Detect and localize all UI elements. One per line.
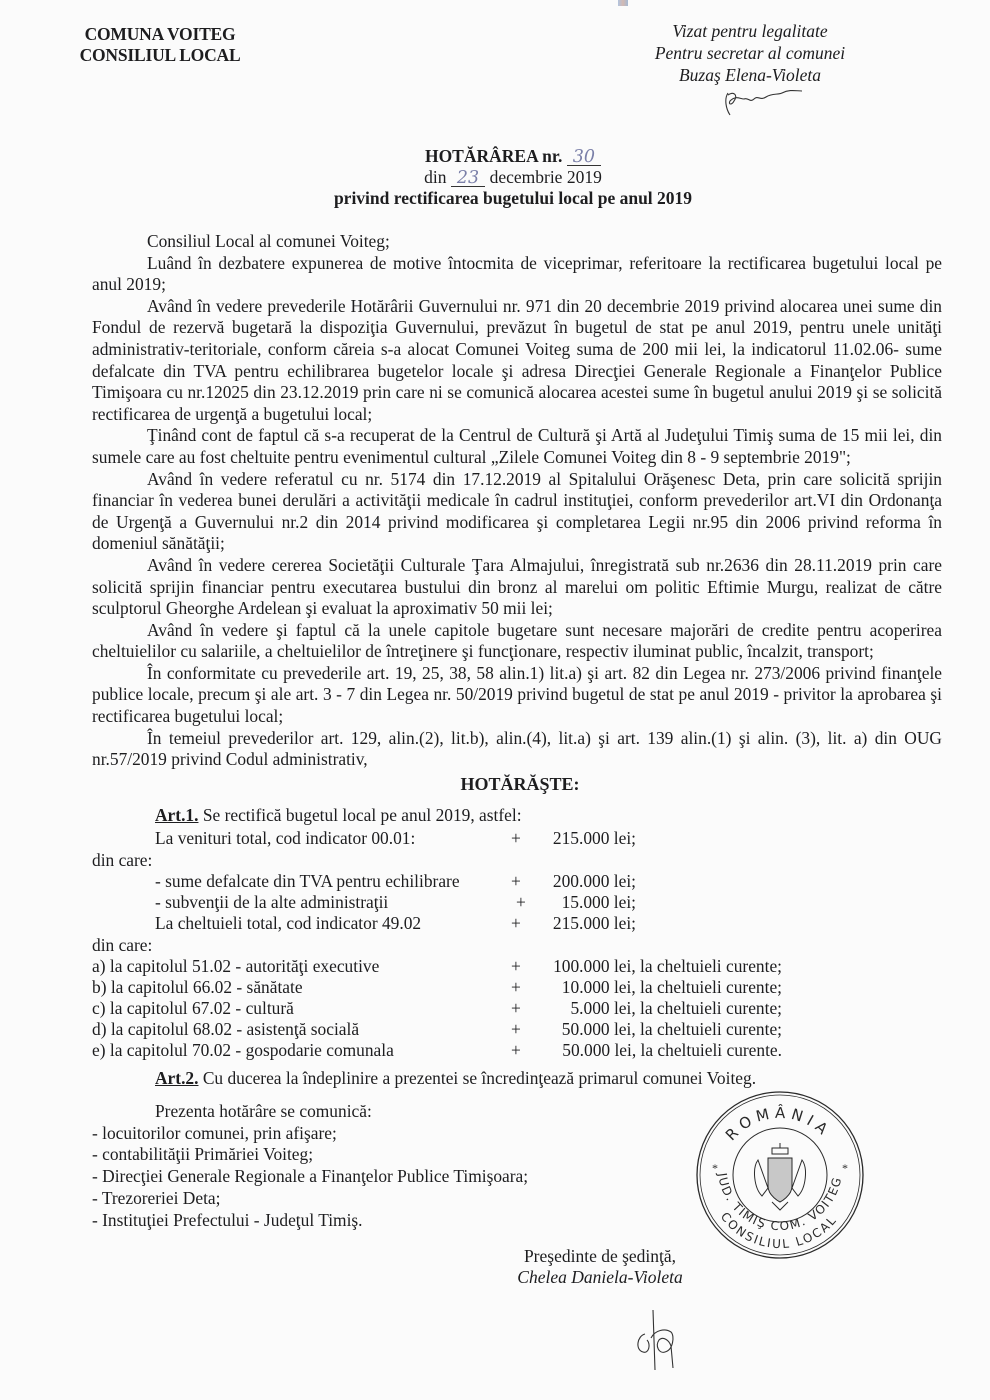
expense-item-amount: 10.000 lei, la cheltuieli curente; xyxy=(561,977,782,997)
preamble xyxy=(92,231,942,771)
expense-item-amount: 50.000 lei, la cheltuieli curente; xyxy=(561,1019,782,1039)
expense-item-label: d) la capitolul 68.02 - asistenţă socială xyxy=(92,1019,360,1039)
signature-block xyxy=(505,1246,695,1288)
coat-of-arms-icon xyxy=(755,1143,806,1210)
communication-list xyxy=(92,1101,528,1231)
expense-item-sign: + xyxy=(511,1019,521,1039)
preamble-paragraph: Luând în dezbatere expunerea de motive întocmita de viceprimar, referitoare la rectificarea bugetului local pe anul 2019; xyxy=(92,252,942,295)
article-1-heading xyxy=(92,805,522,827)
expense-item-label: b) la capitolul 66.02 - sănătate xyxy=(92,977,303,997)
expense-item-sign: + xyxy=(511,977,521,997)
endorsement-line: Vizat pentru legalitate xyxy=(672,21,828,41)
recipient-item: - Instituţiei Prefectului - Judeţul Timiş. xyxy=(92,1209,363,1230)
expense-item-amount: 100.000 lei, la cheltuieli curente; xyxy=(553,956,782,976)
recipient-item: - Trezoreriei Deta; xyxy=(92,1187,221,1208)
svg-text:*: * xyxy=(842,1161,848,1175)
expense-item-sign: + xyxy=(511,956,521,976)
issuer-commune: COMUNA VOITEG xyxy=(84,24,236,44)
preamble-paragraph: Ţinând cont de faptul că s-a recuperat de la Centrul de Cultură şi Artă al Judeţului Timiş suma de 15 mii lei, din sumele care au fost cheltuite pentru evenimentul cultural „Zilele Comunei Voiteg din 8 - 9 septembrie 2019"; xyxy=(92,425,942,467)
revenue-breakdown-label: din care: xyxy=(92,850,153,870)
issuer-header xyxy=(70,24,250,66)
revenue-item-sign: + xyxy=(511,871,521,891)
expense-total-amount: 215.000 lei; xyxy=(552,913,636,933)
endorsement-secretary-name: Buzaş Elena-Violeta xyxy=(678,65,822,85)
recipient-item: - locuitorilor comunei, prin afişare; xyxy=(92,1122,337,1143)
stamp-bottom-text: JUD. TIMIŞ COM. VOITEG xyxy=(715,1172,845,1234)
expense-total-label: La cheltuieli total, cod indicator 49.02 xyxy=(155,913,422,933)
official-stamp-icon xyxy=(692,1088,867,1263)
svg-text:*: * xyxy=(712,1161,718,1175)
decision-date: din 23 decembrie 2019 xyxy=(424,167,602,188)
preamble-paragraph: Având în vedere referatul cu nr. 5174 din 17.12.2019 al Spitalului Orăşenesc Deta, prin care solicită sprijin financiar în vederea bunei derulări a activităţii medicale în cadrul instituţiei, conform prevederilor art.VI din Ordonanţa de Urgenţă a Guvernului nr.2 din 2014 privind modificarea şi completarea Legii nr.95 din 2006 privind reforma în domeniul sănătăţii; xyxy=(92,468,942,554)
expense-total-sign: + xyxy=(511,913,521,933)
recipient-item: - contabilităţii Primăriei Voiteg; xyxy=(92,1144,314,1165)
expense-item-label: e) la capitolul 70.02 - gospodarie comunala xyxy=(92,1040,394,1060)
preamble-paragraph: În temeiul prevederilor art. 129, alin.(2), lit.b), alin.(4), lit.a) şi art. 139 alin.(1) şi alin. (3), lit. a) din OUG nr.57/2019 privind Codul administrativ, xyxy=(92,727,942,770)
revenue-total-label: La venituri total, cod indicator 00.01: xyxy=(155,828,416,848)
legality-endorsement xyxy=(610,20,890,86)
preamble-paragraph: Consiliul Local al comunei Voiteg; xyxy=(147,231,390,251)
svg-text:ROMÂNIA xyxy=(722,1103,835,1144)
revenue-item-sign: + xyxy=(516,892,526,912)
decision-number: 30 xyxy=(567,149,601,166)
expense-item-label: c) la capitolul 67.02 - cultură xyxy=(92,998,294,1018)
secretary-signature-icon xyxy=(720,85,810,125)
stamp-inner-text: CONSILIUL LOCAL xyxy=(717,1209,840,1252)
expense-item-sign: + xyxy=(511,1040,521,1060)
article-1-text: Se rectifică bugetul local pe anul 2019, astfel: xyxy=(202,805,522,825)
preamble-paragraph: Având în vedere cererea Societăţii Culturale Ţara Almajului, înregistrată sub nr.2636 din 28.11.2019 prin care solicită sprijin financiar pentru executarea bustului din bronz al marelui om politic Eftimie Murgu, realizat de către sculptorul Gheorghe Ardelean şi evaluat la aproximativ 50 mii lei; xyxy=(92,554,942,619)
scan-artifact xyxy=(618,0,628,6)
revenue-item-amount: 15.000 lei; xyxy=(561,892,636,912)
expense-item-amount: 5.000 lei, la cheltuieli curente; xyxy=(570,998,782,1018)
chairperson-role: Preşedinte de şedinţă, xyxy=(523,1246,677,1266)
article-1-label: Art.1. xyxy=(155,805,199,825)
revenue-item-amount: 200.000 lei; xyxy=(552,871,636,891)
decision-heading: HOTĂRĂŞTE: xyxy=(460,774,580,794)
expense-item-label: a) la capitolul 51.02 - autorităţi executive xyxy=(92,956,380,976)
revenue-item-label: - sume defalcate din TVA pentru echilibrare xyxy=(155,871,460,891)
article-2 xyxy=(92,1068,756,1090)
preamble-paragraph: Având în vedere şi faptul că la unele capitole bugetare sunt necesare majorări de credite pentru acoperirea cheltuielilor cu salariile, a cheltuielilor de întreţinere şi funcţionare, respectiv iluminat public, încalzit, transport; xyxy=(92,619,942,662)
issuer-council: CONSILIUL LOCAL xyxy=(79,45,241,65)
communication-intro: Prezenta hotărâre se comunică: xyxy=(155,1101,372,1121)
preamble-paragraph: Având în vedere prevederile Hotărârii Guvernului nr. 971 din 20 decembrie 2019 privind alocarea unei sume din Fondul de rezervă bugetară la dispoziţia Guvernului, prevăzut în bugetul de stat pe anul 2019, pentru unele unităţi administrativ-teritoriale, conform căreia s-a alocat Comunei Voiteg suma de 200 mii lei, la indicatorul 11.02.06- sume defalcate din TVA pentru echilibrarea bugetelor locale şi adresa Direcţiei Generale Regionale a Finanţelor Publice Timişoara cu nr.12025 din 23.12.2019 prin care ni se comunică alocarea acestei sume în bugetul anului 2019 şi se solicită rectificarea de urgenţă a bugetului local; xyxy=(92,295,942,424)
preamble-paragraph: În conformitate cu prevederile art. 19, 25, 38, 58 alin.1) lit.a) şi art. 82 din Legea nr. 273/2006 privind finanţele publice locale, precum şi ale art. 3 - 7 din Legea nr. 50/2019 privind bugetul de stat pe anul 2019 - privitor la aprobarea şi rectificarea bugetului local; xyxy=(92,662,942,727)
decision-title-block xyxy=(0,146,990,209)
stamp-top-text: ROMÂNIA xyxy=(721,1103,835,1145)
decision-subject: privind rectificarea bugetului local pe anul 2019 xyxy=(333,188,693,208)
endorsement-line: Pentru secretar al comunei xyxy=(654,43,846,63)
recipient-item: - Direcţiei Generale Regionale a Finanţelor Publice Timişoara; xyxy=(92,1166,529,1187)
chairperson-name: Chelea Daniela-Violeta xyxy=(517,1267,683,1287)
article-2-label: Art.2. xyxy=(155,1068,199,1088)
expense-item-sign: + xyxy=(511,998,521,1018)
decision-day: 23 xyxy=(451,170,485,187)
revenue-item-label: - subvenţii de la alte administraţii xyxy=(155,892,389,912)
expense-item-amount: 50.000 lei, la cheltuieli curente. xyxy=(562,1040,782,1060)
decision-title: HOTĂRÂREA nr. 30 xyxy=(0,146,990,167)
revenue-total-amount: 215.000 lei; xyxy=(552,828,636,848)
expense-breakdown-label: din care: xyxy=(92,935,153,955)
chairperson-signature-icon xyxy=(625,1300,685,1375)
article-2-text: Cu ducerea la îndeplinire a prezentei se încredinţează primarul comunei Voiteg. xyxy=(202,1068,757,1088)
revenue-total-sign: + xyxy=(511,828,521,848)
